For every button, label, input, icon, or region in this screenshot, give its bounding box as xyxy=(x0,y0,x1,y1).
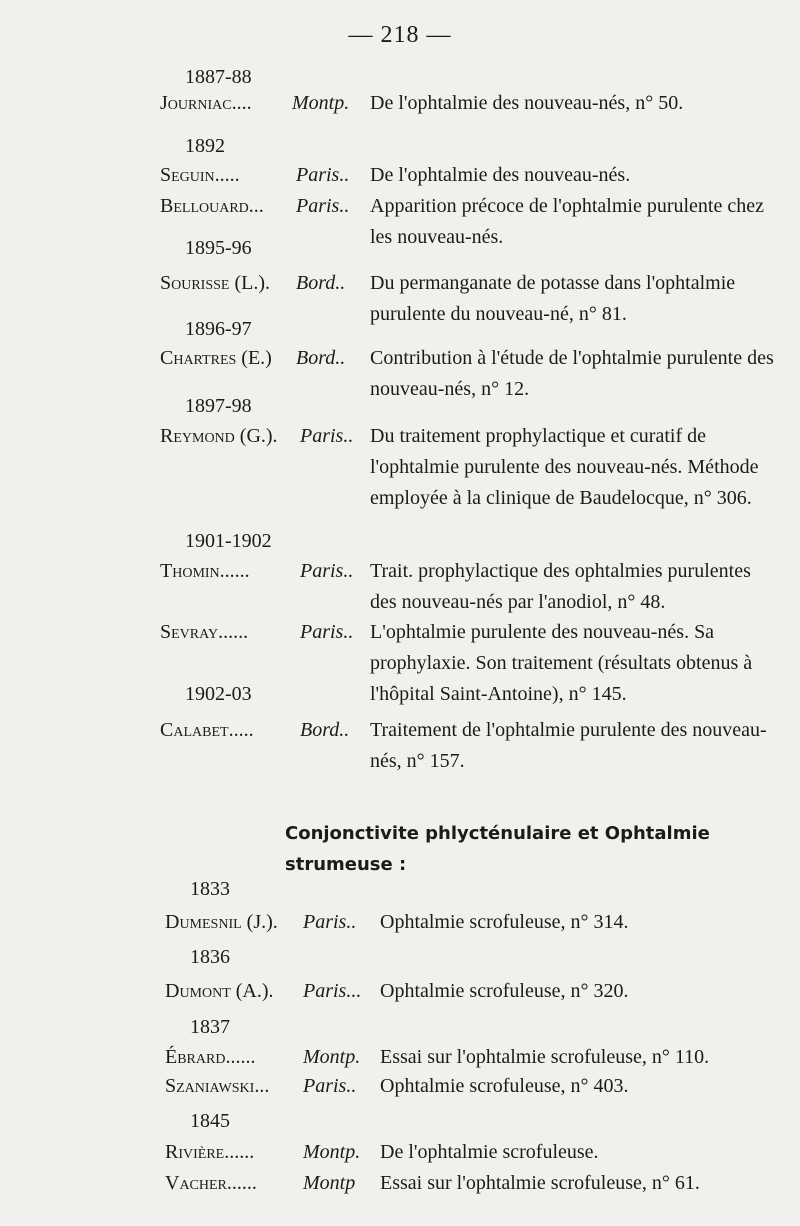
author-name: Calabet..... xyxy=(160,719,254,741)
city: Bord.. xyxy=(300,719,350,741)
section-heading-line2: strumeuse : xyxy=(285,854,407,875)
year-heading: 1837 xyxy=(190,1016,230,1038)
thesis-title: Traitement de l'ophtalmie purulente des nouveau-nés, n° 157. xyxy=(370,719,767,772)
author-name: Vacher...... xyxy=(165,1172,257,1194)
thesis-title: Ophtalmie scrofuleuse, n° 403. xyxy=(380,1075,629,1097)
thesis-title: De l'ophtalmie des nouveau-nés. xyxy=(370,164,631,186)
city: Montp. xyxy=(303,1141,361,1163)
thesis-title: Du traitement prophylactique et curatif de l'ophtalmie purulente des nouveau-nés. Méthode employée à la clinique de Baudelocque, n° 306. xyxy=(370,425,759,509)
year-heading: 1896-97 xyxy=(185,318,252,340)
thesis-title: De l'ophtalmie scrofuleuse. xyxy=(380,1141,599,1163)
year-heading: 1901-1902 xyxy=(185,530,272,552)
city: Paris.. xyxy=(296,164,350,186)
city: Paris.. xyxy=(296,195,350,217)
section-heading-line1: Conjonctivite phlycténulaire et Ophtalmie xyxy=(285,823,710,844)
thesis-title: Du permanganate de potasse dans l'ophtalmie purulente du nouveau-né, n° 81. xyxy=(370,272,736,325)
city: Bord.. xyxy=(296,347,346,369)
author-name: Thomin...... xyxy=(160,560,250,582)
city: Montp xyxy=(303,1172,356,1194)
thesis-title: Contribution à l'étude de l'ophtalmie purulente des nouveau-nés, n° 12. xyxy=(370,347,774,400)
author-name: Szaniawski... xyxy=(165,1075,270,1097)
city: Bord.. xyxy=(296,272,346,294)
year-heading: 1902-03 xyxy=(185,683,252,705)
author-name: Bellouard... xyxy=(160,195,264,217)
thesis-title: Ophtalmie scrofuleuse, n° 314. xyxy=(380,911,629,933)
year-heading: 1833 xyxy=(190,878,230,900)
thesis-title: Apparition précoce de l'ophtalmie purulente chez les nouveau-nés. xyxy=(370,195,764,248)
city: Paris... xyxy=(303,980,362,1002)
year-heading: 1887-88 xyxy=(185,66,252,88)
thesis-title: Essai sur l'ophtalmie scrofuleuse, n° 61. xyxy=(380,1172,700,1194)
author-name: Reymond (G.). xyxy=(160,425,278,447)
city: Paris.. xyxy=(300,621,354,643)
thesis-title: Trait. prophylactique des ophtalmies purulentes des nouveau-nés par l'anodiol, n° 48. xyxy=(370,560,751,613)
city: Montp. xyxy=(303,1046,361,1068)
year-heading: 1897-98 xyxy=(185,395,252,417)
author-name: Seguin..... xyxy=(160,164,240,186)
city: Paris.. xyxy=(303,911,357,933)
thesis-title: Essai sur l'ophtalmie scrofuleuse, n° 110. xyxy=(380,1046,710,1068)
city: Paris.. xyxy=(300,560,354,582)
year-heading: 1892 xyxy=(185,135,225,157)
year-heading: 1895-96 xyxy=(185,237,252,259)
author-name: Rivière...... xyxy=(165,1141,255,1163)
year-heading: 1845 xyxy=(190,1110,230,1132)
city: Paris.. xyxy=(303,1075,357,1097)
thesis-title: L'ophtalmie purulente des nouveau-nés. Sa prophylaxie. Son traitement (résultats obtenus à l'hôpital Saint-Antoine), n° 145. xyxy=(370,621,753,705)
author-name: Dumont (A.). xyxy=(165,980,274,1002)
city: Paris.. xyxy=(300,425,354,447)
city: Montp. xyxy=(292,92,350,114)
page-number: — 218 — xyxy=(348,22,452,48)
thesis-title: Ophtalmie scrofuleuse, n° 320. xyxy=(380,980,629,1002)
author-name: Chartres (E.) xyxy=(160,347,272,369)
author-name: Ébrard...... xyxy=(165,1046,256,1068)
year-heading: 1836 xyxy=(190,946,230,968)
author-name: Sevray...... xyxy=(160,621,249,643)
author-name: Sourisse (L.). xyxy=(160,272,271,294)
author-name: Dumesnil (J.). xyxy=(165,911,278,933)
author-name: Journiac.... xyxy=(160,92,252,114)
section-heading xyxy=(285,818,775,880)
thesis-title: De l'ophtalmie des nouveau-nés, n° 50. xyxy=(370,92,684,114)
